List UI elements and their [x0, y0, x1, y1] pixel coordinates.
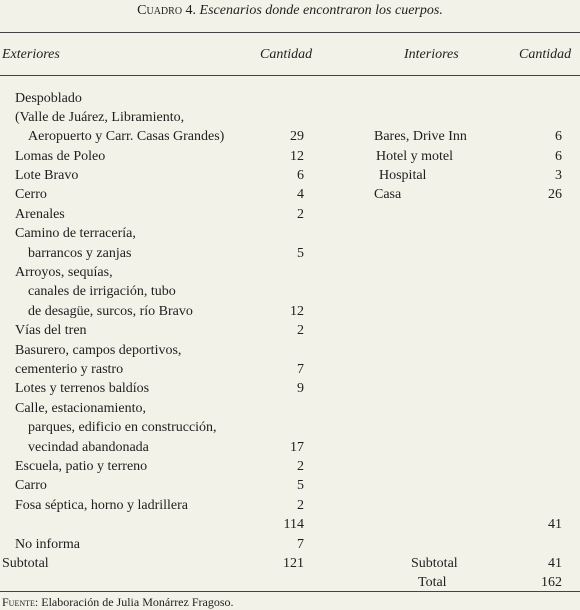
row-cantidad: 29 [290, 129, 304, 144]
row-cantidad: 9 [297, 381, 304, 396]
row-label: Hospital [379, 168, 427, 183]
row-cantidad: 6 [297, 168, 304, 183]
total-cantidad: 162 [541, 575, 562, 590]
row-cantidad: 3 [555, 168, 562, 183]
row-cantidad: 6 [555, 129, 562, 144]
row-label: Bares, Drive Inn [374, 129, 467, 144]
row-label-line: cementerio y rastro [15, 362, 124, 377]
row-label-line: (Valle de Juárez, Libramiento, [15, 110, 185, 125]
row-label-line: Basurero, campos deportivos, [15, 343, 182, 358]
row-label-line: vecindad abandonada [28, 440, 149, 455]
sum-interiores: 41 [548, 517, 562, 532]
subtotal-exteriores-cantidad: 121 [283, 556, 304, 571]
row-cantidad: 6 [555, 149, 562, 164]
sum-exteriores: 114 [283, 517, 304, 532]
no-informa-cantidad: 7 [297, 537, 304, 552]
row-cantidad: 26 [548, 187, 562, 202]
bottom-rule [0, 591, 580, 592]
top-rule [0, 32, 580, 33]
row-label-line: de desagüe, surcos, río Bravo [28, 304, 193, 319]
subtotal-exteriores-label: Subtotal [2, 556, 49, 571]
row-label-line: Vías del tren [15, 323, 87, 338]
header-exteriores: Exteriores [2, 47, 60, 62]
total-label: Total [418, 575, 447, 590]
source-note [2, 594, 234, 610]
row-cantidad: 17 [290, 440, 304, 455]
row-label-line: Arenales [15, 207, 65, 222]
row-cantidad: 5 [297, 478, 304, 493]
row-label: Hotel y motel [376, 149, 453, 164]
row-cantidad: 12 [290, 149, 304, 164]
no-informa-label: No informa [15, 537, 80, 552]
header-interiores: Interiores [404, 47, 459, 62]
subtotal-interiores-label: Subtotal [411, 556, 458, 571]
row-label-line: Aeropuerto y Carr. Casas Grandes) [28, 129, 225, 144]
row-label-line: Cerro [15, 187, 47, 202]
row-label-line: barrancos y zanjas [28, 246, 132, 261]
source-text: Elaboración de Julia Monárrez Fragoso. [41, 595, 234, 609]
row-label-line: parques, edificio en construcción, [28, 420, 217, 435]
row-label-line: Fosa séptica, horno y ladrillera [15, 498, 189, 513]
row-cantidad: 7 [297, 362, 304, 377]
header-cantidad-exteriores: Cantidad [260, 47, 313, 62]
table-caption [0, 3, 580, 19]
row-cantidad: 4 [297, 187, 304, 202]
row-label: Casa [374, 187, 402, 202]
row-label-line: Lomas de Poleo [15, 149, 106, 164]
row-cantidad: 12 [290, 304, 304, 319]
subtotal-interiores-cantidad: 41 [548, 556, 562, 571]
row-label-line: Carro [15, 478, 47, 493]
row-cantidad: 2 [297, 323, 304, 338]
header-rule [0, 75, 580, 76]
row-label-line: Calle, estacionamiento, [15, 401, 147, 416]
row-cantidad: 2 [297, 498, 304, 513]
row-label-line: Arroyos, sequías, [15, 265, 113, 280]
row-label-line: Despoblado [15, 91, 82, 106]
source-label: Fuente: [2, 595, 39, 609]
row-cantidad: 5 [297, 246, 304, 261]
row-label-line: Lotes y terrenos baldíos [15, 381, 150, 396]
header-cantidad-interiores: Cantidad [519, 47, 572, 62]
row-cantidad: 2 [297, 459, 304, 474]
caption-label: Cuadro 4. [137, 3, 197, 18]
row-label-line: Camino de terracería, [15, 226, 136, 241]
row-cantidad: 2 [297, 207, 304, 222]
row-label-line: Lote Bravo [15, 168, 79, 183]
caption-text: Escenarios donde encontraron los cuerpos. [199, 3, 443, 18]
row-label-line: Escuela, patio y terreno [15, 459, 148, 474]
row-label-line: canales de irrigación, tubo [28, 284, 176, 299]
